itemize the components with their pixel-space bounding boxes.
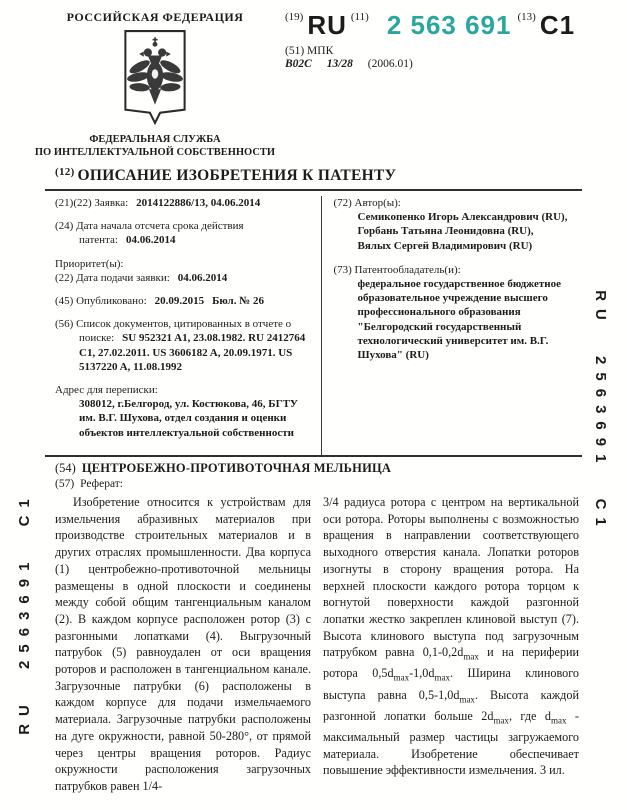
left-vertical-patent-id: RU 2563691 C1 xyxy=(16,491,33,735)
header-left-block xyxy=(15,10,295,159)
abstract-body xyxy=(55,494,579,795)
country-name: РОССИЙСКАЯ ФЕДЕРАЦИЯ xyxy=(66,10,244,24)
holder-label: (73) Патентообладатель(и): xyxy=(333,263,461,276)
ipc-subclass: 13/28 xyxy=(326,58,353,70)
publication-id-block xyxy=(285,10,585,70)
patent-number: 2 563 691 xyxy=(386,10,512,40)
code-54-label: (54) xyxy=(55,461,76,475)
bulletin-number: Бюл. № 26 xyxy=(212,295,265,308)
abstract-column-2: 3/4 радиуса ротора с центром на вертикальной оси ротора. Роторы выполнены с возможностью вращения в направлении соответствующего выходного отверстия канала. Лопатки роторов изогнуты в сторону вращения ротора. На верхней плоскости каждого ротора торцом к вогнутой поверхности каждой разгонной лопатки жестко закреплен клиновой выступ (7). Высота клинового выступа под загрузочным патрубком равна $0,1-0,2d_{max}$ и на периферии ротора $0,5d_{max}-1,0d_{max}$. Ширина клинового выступа равна $0,5-1,0d_{max}$. Высота каждой разгонной лопатки больше $2d_{max}$, где $d_{max}$ - максимальный размер частицы загружаемого материала. Изобретение обеспечивает повышение эффективности измельчения. 3 ил. xyxy=(323,495,579,778)
coat-of-arms-emblem xyxy=(15,29,295,130)
abstract-heading xyxy=(55,478,123,490)
code-19-label: (19) xyxy=(285,11,304,23)
ipc-version: (2006.01) xyxy=(367,58,413,70)
code-12-label: (12) xyxy=(55,166,75,178)
application-field: (21)(22) Заявка: 2014122886/13, 04.06.2014 xyxy=(55,197,261,209)
ipc-class: B02C xyxy=(285,58,312,70)
bibliographic-right-column xyxy=(321,196,579,455)
right-vertical-patent-id: RU 2563691 C1 xyxy=(592,290,609,534)
filing-date-field: (22) Дата подачи заявки: 04.06.2014 xyxy=(55,271,228,284)
code-13-label: (13) xyxy=(517,11,536,23)
authors-field xyxy=(333,196,579,253)
invention-title-row xyxy=(55,461,391,476)
holder-value: федеральное государственное бюджетное образовательное учреждение высшего профессионального образования "Белгородский государственный технологический университет им. В.Г. Шухова" (RU) xyxy=(357,278,561,362)
ipc-classification xyxy=(285,58,585,70)
code-57-label: (57) xyxy=(55,478,75,490)
bibliographic-block xyxy=(55,196,579,455)
agency-name-line2: ПО ИНТЕЛЛЕКТУАЛЬНОЙ СОБСТВЕННОСТИ xyxy=(34,147,276,158)
author-line: Вялых Сергей Владимирович (RU) xyxy=(357,239,533,252)
publication-field: (45) Опубликовано: 20.09.2015 Бюл. № 26 xyxy=(55,295,265,308)
correspondence-address-field xyxy=(55,383,312,440)
address-label: Адрес для переписки: xyxy=(55,384,158,397)
patent-term-start-field: (24) Дата начала отсчета срока действия патента: 04.06.2014 xyxy=(55,220,244,247)
header-rule xyxy=(45,189,582,191)
abstract-label: Реферат: xyxy=(80,478,123,490)
priority-label: Приоритет(ы): xyxy=(55,257,124,270)
invention-title: ЦЕНТРОБЕЖНО-ПРОТИВОТОЧНАЯ МЕЛЬНИЦА xyxy=(81,461,392,475)
cited-documents-field: (56) Список документов, цитированных в отчете о поиске: SU 952321 A1, 23.08.1982. RU 2412764 C1, 27.02.2011. US 3606182 A, 20.09.1971. US 5137220 A, 11.08.1992 xyxy=(55,318,306,373)
address-value: 308012, г.Белгород, ул. Костюкова, 46, БГТУ им. В.Г. Шухова, отдел создания и оценки объектов интеллектуальной собственности xyxy=(79,398,298,439)
bibliographic-left-column xyxy=(55,196,321,455)
kind-code: C1 xyxy=(539,10,576,40)
abstract-column-1: Изобретение относится к устройствам для измельчения абразивных материалов при производстве строительных материалов и в других отраслях промышленности. Два корпуса (1) центробежно-противоточной мельницы размещены в одной плоскости и соединены между собой общим тангенциальным каналом (2). В каждом корпусе расположен ротор (3) с разгонными лопатками (4). Выгрузочный патрубок (5) равноудален от оси вращения роторов и расположен в тангенциальном канале. Загрузочные патрубки (6) расположены в каждом корпусе для подачи измельчаемого материала. Загрузочные патрубки расположены на дуге окружности, равной 50-280°, от прямой через центры вращения роторов. Радиус окружности расположения загрузочных патрубков равен 1/4- xyxy=(55,495,311,793)
authors-label: (72) Автор(ы): xyxy=(333,197,401,209)
document-type-heading xyxy=(55,166,396,185)
patent-holder-field xyxy=(333,263,579,362)
agency-name-line1: ФЕДЕРАЛЬНАЯ СЛУЖБА xyxy=(89,134,221,145)
author-line: Горбань Татьяна Леонидовна (RU), xyxy=(357,225,534,238)
country-code: RU xyxy=(307,10,347,40)
code-11-label: (11) xyxy=(350,11,369,23)
section-rule xyxy=(45,455,582,457)
author-line: Семикопенко Игорь Александрович (RU), xyxy=(357,211,568,224)
document-type-text: ОПИСАНИЕ ИЗОБРЕТЕНИЯ К ПАТЕНТУ xyxy=(77,167,397,184)
ipc-section-label: (51) МПК xyxy=(285,45,334,57)
